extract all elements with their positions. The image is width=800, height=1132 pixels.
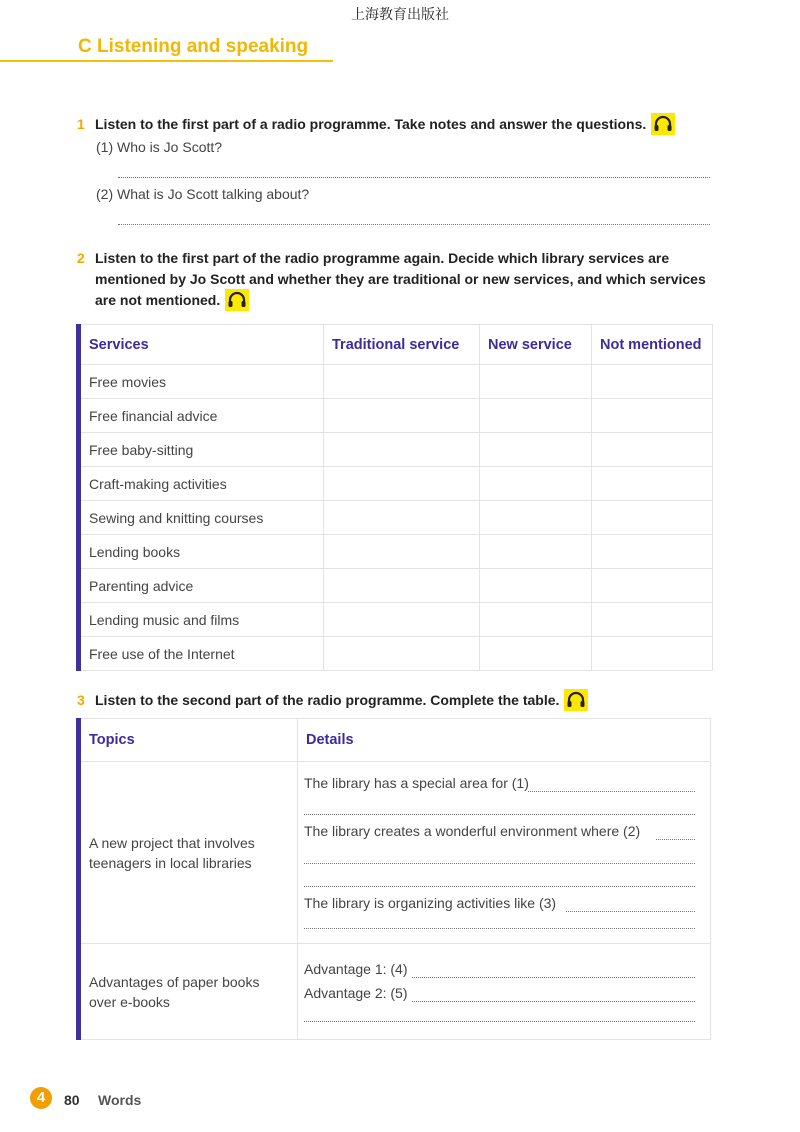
question-number: 2 xyxy=(77,250,85,266)
question-instruction: Listen to the first part of a radio programme. Take notes and answer the questions. xyxy=(95,116,647,132)
answer-cell[interactable] xyxy=(480,569,592,603)
answer-cell[interactable] xyxy=(324,637,480,671)
answer-line[interactable] xyxy=(412,977,695,978)
answer-cell[interactable] xyxy=(592,365,713,399)
q1-sub-question-2: (2) What is Jo Scott talking about? xyxy=(96,186,310,202)
answer-cell[interactable] xyxy=(480,603,592,637)
unit-title: Words xyxy=(98,1092,142,1108)
answer-cell[interactable] xyxy=(592,433,713,467)
service-name: Lending books xyxy=(79,535,324,569)
answer-line[interactable] xyxy=(118,177,710,178)
answer-line[interactable] xyxy=(412,1001,695,1002)
answer-line[interactable] xyxy=(304,928,695,929)
answer-cell[interactable] xyxy=(592,467,713,501)
question-instruction: Listen to the second part of the radio programme. Complete the table. xyxy=(95,692,560,708)
detail-text: Advantage 2: (5) xyxy=(304,985,408,1001)
answer-cell[interactable] xyxy=(324,433,480,467)
column-header: Topics xyxy=(79,719,298,762)
table-row xyxy=(79,399,713,433)
table-header-row xyxy=(79,719,711,762)
answer-cell[interactable] xyxy=(592,399,713,433)
answer-cell[interactable] xyxy=(480,637,592,671)
q1-sub-question-1: (1) Who is Jo Scott? xyxy=(96,139,223,155)
headphone-icon[interactable] xyxy=(651,113,675,135)
unit-badge: 4 xyxy=(30,1087,52,1109)
answer-cell[interactable] xyxy=(324,569,480,603)
answer-line[interactable] xyxy=(304,1021,695,1022)
question-2 xyxy=(77,248,717,312)
page-number: 80 xyxy=(64,1092,80,1108)
detail-text: The library is organizing activities like (3) xyxy=(304,895,557,911)
service-name: Free movies xyxy=(79,365,324,399)
column-header: Not mentioned xyxy=(592,325,713,365)
topic-cell: A new project that involves teenagers in local libraries xyxy=(79,762,298,944)
answer-line[interactable] xyxy=(528,791,695,792)
headphone-icon[interactable] xyxy=(225,289,249,311)
answer-cell[interactable] xyxy=(324,535,480,569)
answer-cell[interactable] xyxy=(480,399,592,433)
table-row xyxy=(79,603,713,637)
column-header: Details xyxy=(298,719,711,762)
headphone-icon[interactable] xyxy=(564,689,588,711)
service-name: Craft-making activities xyxy=(79,467,324,501)
service-name: Lending music and films xyxy=(79,603,324,637)
service-name: Free baby-sitting xyxy=(79,433,324,467)
answer-cell[interactable] xyxy=(592,603,713,637)
answer-cell[interactable] xyxy=(324,603,480,637)
answer-cell[interactable] xyxy=(480,467,592,501)
topic-cell: Advantages of paper books over e-books xyxy=(79,944,298,1040)
detail-text: The library has a special area for (1) xyxy=(304,775,529,791)
answer-line[interactable] xyxy=(304,814,695,815)
table-row xyxy=(79,569,713,603)
answer-cell[interactable] xyxy=(324,467,480,501)
detail-text: The library creates a wonderful environment where (2) xyxy=(304,823,641,839)
answer-cell[interactable] xyxy=(324,501,480,535)
answer-line[interactable] xyxy=(304,886,695,887)
answer-cell[interactable] xyxy=(592,501,713,535)
service-name: Sewing and knitting courses xyxy=(79,501,324,535)
answer-line[interactable] xyxy=(566,911,695,912)
column-header: Services xyxy=(79,325,324,365)
service-name: Free use of the Internet xyxy=(79,637,324,671)
question-number: 1 xyxy=(77,116,85,132)
table-header-row xyxy=(79,325,713,365)
answer-cell[interactable] xyxy=(592,569,713,603)
section-rule xyxy=(0,60,333,62)
table-row xyxy=(79,501,713,535)
answer-line[interactable] xyxy=(118,224,710,225)
table-row xyxy=(79,467,713,501)
answer-cell[interactable] xyxy=(480,535,592,569)
question-instruction: Listen to the first part of the radio programme again. Decide which library services are mentioned by Jo Scott and whether they are traditional or new services, and which services are not mentioned. xyxy=(95,250,706,308)
table-row xyxy=(79,535,713,569)
answer-cell[interactable] xyxy=(592,637,713,671)
question-3 xyxy=(77,690,717,712)
answer-line[interactable] xyxy=(656,839,695,840)
question-number: 3 xyxy=(77,692,85,708)
answer-line[interactable] xyxy=(304,863,695,864)
answer-cell[interactable] xyxy=(480,433,592,467)
answer-cell[interactable] xyxy=(324,399,480,433)
table-row xyxy=(79,637,713,671)
column-header: New service xyxy=(480,325,592,365)
answer-cell[interactable] xyxy=(324,365,480,399)
column-header: Traditional service xyxy=(324,325,480,365)
detail-text: Advantage 1: (4) xyxy=(304,961,408,977)
answer-cell[interactable] xyxy=(480,501,592,535)
question-1 xyxy=(77,114,717,136)
section-title: C Listening and speaking xyxy=(78,36,309,57)
services-table xyxy=(76,324,713,671)
answer-cell[interactable] xyxy=(480,365,592,399)
service-name: Free financial advice xyxy=(79,399,324,433)
answer-cell[interactable] xyxy=(592,535,713,569)
table-row xyxy=(79,365,713,399)
table-row xyxy=(79,433,713,467)
publisher-header: 上海教育出版社 xyxy=(351,7,449,23)
service-name: Parenting advice xyxy=(79,569,324,603)
